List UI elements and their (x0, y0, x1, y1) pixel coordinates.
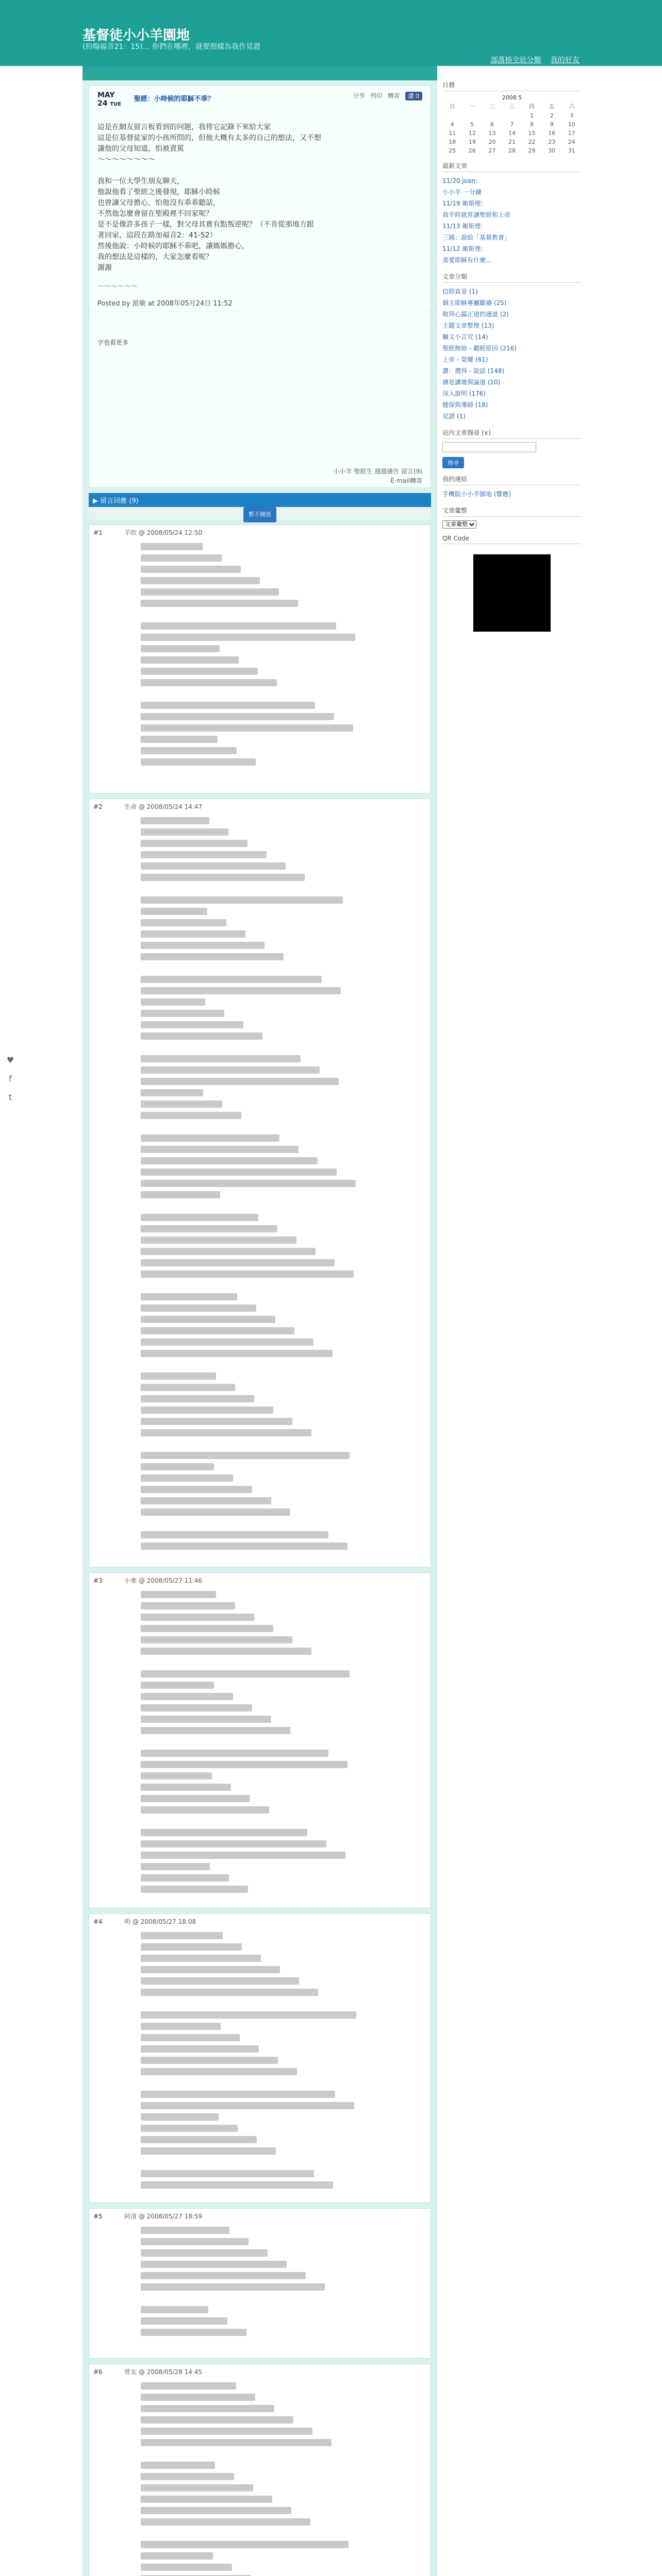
reply-text-line (141, 1384, 235, 1391)
reply-text-line (141, 1636, 292, 1643)
reply-text-line (141, 2541, 349, 2548)
category-item[interactable]: 深入說明 (176) (442, 390, 486, 397)
reply-text-line (141, 645, 220, 652)
category-item[interactable]: 健保與導師 (18) (442, 401, 488, 409)
reply-text-line (141, 840, 247, 847)
post-footer: 〜〜〜〜〜〜 Posted by 派敏 at 2008年05月24日 11:52 (97, 281, 422, 312)
categories-widget: 文章分類 信仰真是 (1) 個主耶穌專屬聽禱 (25) 敬拜心露正道的通道 (2) 主題文章整理 (13) 曠文小言究 (14) 聖經無始 - 聽經原因 (216) 上帝 - 榮耀 (61) 讚：禮拜 - 說話 (148) 禱是講壇與論道 (10) 深入說明 (176) 健保與導師 (18) 見證 (1) (442, 272, 582, 422)
reply-text-line (141, 930, 245, 938)
reply-text-line (141, 1497, 271, 1504)
reply-text-line (141, 1727, 290, 1734)
reply-text-line (141, 1693, 233, 1700)
reply-text-line (141, 1293, 237, 1300)
calendar[interactable]: 日 一 二 三 四 五 六 1 2 3 4 5 6 7 8 9 10 11 12 13 14 15 16 17 18 19 20 21 22 23 24 25 26 27 28 29 30 31 (449, 103, 575, 154)
post-card (89, 86, 431, 488)
reply-text-line (141, 1134, 279, 1142)
search-input[interactable] (442, 442, 536, 452)
category-item[interactable]: 主題文章整理 (13) (442, 322, 494, 329)
twitter-icon[interactable]: t (8, 1092, 12, 1102)
share-icon[interactable]: ♥ (6, 1055, 14, 1065)
reply-text-line (141, 2306, 208, 2313)
reply-text-line (141, 1180, 356, 1187)
category-item[interactable]: 個主耶穌專屬聽禱 (25) (442, 299, 507, 307)
reply-text-line (141, 1784, 231, 1791)
reply-text-line (141, 1943, 242, 1951)
reply-text-line (141, 622, 336, 630)
reply-text-line (141, 2181, 333, 2189)
reply-text-line (141, 896, 343, 904)
reply-text-line (141, 1648, 311, 1655)
reply-text-line (141, 1225, 277, 1232)
reply-text-line (141, 1429, 311, 1436)
latest-item[interactable]: 11/19 衛斯理： (442, 200, 487, 207)
reply-text-line (141, 2057, 278, 2064)
reply-text-line (141, 1932, 223, 1939)
latest-item[interactable]: 喜愛耶穌有什麼... (442, 257, 492, 264)
reply-text-line (141, 2125, 238, 2132)
reply-text-line (141, 1338, 313, 1346)
category-item[interactable]: 曠文小言究 (14) (442, 333, 488, 341)
floating-share-bar (0, 1051, 21, 1107)
reply-text-line (141, 2518, 310, 2526)
reply-text-line (141, 1089, 203, 1096)
reply-text-line (141, 554, 222, 562)
reply-text-line (141, 2023, 221, 2030)
reply-text-line (141, 702, 315, 709)
reply-text-line (141, 862, 286, 870)
reply-text-line (141, 1614, 254, 1621)
latest-item[interactable]: 11/20 joan： (442, 177, 482, 184)
site-subtitle: (約翰福音21：15)… 你們在哪裡，就要照樣為我作見證 (82, 43, 261, 51)
category-item[interactable]: 敬拜心露正道的通道 (2) (442, 311, 509, 318)
search-button[interactable]: 搜尋 (442, 457, 464, 468)
reply-text-line (141, 1168, 337, 1176)
category-item[interactable]: 禱是講壇與論道 (10) (442, 379, 501, 386)
reply-text-line (141, 1304, 256, 1312)
reply-text-line (141, 1452, 350, 1459)
reply-text-line (141, 2462, 215, 2469)
reply-text-line (141, 1021, 243, 1028)
reply-text-line (141, 2102, 354, 2109)
links-widget: 我的連結 手機版小小羊園地 (響應) (442, 474, 582, 500)
reply-text-line (141, 1863, 210, 1870)
latest-widget: 最新文章 11/20 joan： 小小羊 一分鐘 11/19 衛斯理： 我平時就常讀聖經和上帝 11/13 衛斯理： 三國：說給「基督教會」 11/12 衛斯理： 喜愛耶穌有什麼... (442, 161, 582, 266)
reply-text-line (141, 953, 284, 960)
category-item[interactable]: 上帝 - 榮耀 (61) (442, 356, 488, 363)
reply-item: #6 曾友 @ 2008/05/28 14:45 (89, 2364, 431, 2576)
latest-item[interactable]: 三國：說給「基督教會」 (442, 234, 511, 241)
reply-item: #1 羊欣 @ 2008/05/24 12:50 (89, 524, 431, 793)
site-header (0, 0, 662, 66)
reply-text-line (141, 1157, 318, 1164)
reply-text-line (141, 817, 209, 824)
reply-text-line (141, 2416, 293, 2424)
category-item[interactable]: 讚：禮拜 - 說話 (148) (442, 367, 505, 375)
latest-item[interactable]: 11/13 衛斯理： (442, 223, 487, 230)
reply-text-line (141, 2147, 276, 2155)
reply-text-line (141, 2564, 232, 2571)
sidebar (442, 80, 582, 2576)
category-item[interactable]: 信仰真是 (1) (442, 288, 478, 295)
post-meta: 小小羊 聖經生 週週禱告 留言(9) E-mail轉寄 (333, 468, 422, 484)
reply-text-line (141, 668, 258, 675)
reply-text-line (141, 998, 205, 1006)
reply-item: #5 阿清 @ 2008/05/27 18:59 (89, 2208, 431, 2359)
comments-header: ▶ 留言回應 (9) (89, 493, 431, 507)
print-button[interactable]: 列印 (370, 92, 383, 99)
latest-item[interactable]: 我平時就常讀聖經和上帝 (442, 211, 511, 218)
archive-select[interactable] (442, 520, 476, 529)
reply-text-line (141, 2507, 291, 2514)
reply-text-line (141, 600, 298, 607)
category-item[interactable]: 聖經無始 - 聽經原因 (216) (442, 345, 517, 352)
reply-text-line (141, 2473, 234, 2480)
reply-text-line (141, 2011, 356, 2019)
reply-item: #4 明 @ 2008/05/27 18:08 (89, 1913, 431, 2203)
reply-text-line (141, 1214, 258, 1221)
reply-text-line (141, 1966, 280, 1973)
reply-text-line (141, 566, 241, 573)
reply-text-line (141, 1418, 292, 1425)
post-title[interactable]: 聖經：小時候的耶穌不乖？ (134, 95, 214, 103)
reply-text-line (141, 1112, 241, 1119)
reply-text-line (141, 2394, 255, 2401)
reply-text-line (141, 1829, 307, 1836)
reply-text-line (141, 1955, 261, 1962)
reply-text-line (141, 1032, 262, 1040)
reply-text-line (141, 2261, 287, 2268)
reply-text-line (141, 1886, 248, 1893)
top-links (484, 55, 580, 65)
reply-text-line (141, 2113, 219, 2121)
top-link-friends[interactable]: 我的好友 (551, 56, 580, 64)
reply-text-line (141, 1078, 339, 1085)
reply-text-line (141, 2283, 325, 2291)
reply-text-line (141, 758, 256, 766)
reply-text-line (141, 919, 226, 926)
reply-text-line (141, 1806, 269, 1814)
main-column (82, 80, 437, 2576)
category-item[interactable]: 見證 (1) (442, 413, 466, 420)
reply-text-line (141, 2428, 312, 2435)
reply-text-line (141, 1682, 214, 1689)
search-widget: 站內文章搜尋 (∨) 搜尋 (442, 428, 582, 468)
reply-text-line (141, 828, 228, 836)
reply-text-line (141, 2227, 229, 2234)
reply-text-line (141, 1874, 229, 1882)
reply-text-line (141, 1989, 318, 1996)
reply-text-line (141, 942, 264, 949)
reply-text-line (141, 874, 305, 881)
reply-text-line (141, 1395, 254, 1402)
reply-text-line (141, 1010, 224, 1017)
reply-text-line (141, 713, 334, 720)
reply-text-line (141, 747, 237, 754)
reply-text-line (141, 908, 207, 915)
reply-text-line (141, 1327, 294, 1334)
reply-item: #3 小麥 @ 2008/05/27 11:46 (89, 1572, 431, 1908)
reply-text-line (141, 2405, 274, 2412)
posted-by: Posted by 派敏 at 2008年05月24日 11:52 (97, 300, 233, 308)
reply-text-line (141, 987, 341, 994)
reply-text-line (141, 2034, 240, 2041)
qr-code (473, 554, 551, 632)
reply-text-line (141, 1316, 275, 1323)
reply-text-line (141, 2552, 213, 2560)
reply-text-line (141, 543, 203, 550)
reply-text-line (141, 1236, 296, 1244)
reply-text-line (141, 736, 218, 743)
reply-text-line (141, 2439, 332, 2446)
reply-text-line (141, 1852, 345, 1859)
reply-text-line (141, 1670, 350, 1677)
reply-text-line (141, 2484, 253, 2492)
reply-text-line (141, 1259, 335, 1266)
reply-text-line (141, 1463, 214, 1470)
reply-text-line (141, 2170, 314, 2177)
archive-widget: 文章彙整 文章彙整 (442, 506, 582, 529)
reply-text-line (141, 1795, 250, 1802)
reply-text-line (141, 1716, 271, 1723)
reply-text-line (141, 1977, 299, 1985)
reply-text-line (141, 1840, 326, 1848)
reply-text-line (141, 1750, 328, 1757)
reply-text-line (141, 1066, 320, 1074)
reply-text-line (141, 1372, 216, 1380)
reply-item: #2 生命 @ 2008/05/24 14:47 (89, 799, 431, 1567)
reply-text-line (141, 1704, 252, 1711)
like-button[interactable]: 讚 0 (405, 92, 423, 100)
reply-text-line (141, 724, 353, 732)
reply-text-line (141, 2317, 227, 2325)
reply-text-line (141, 2091, 335, 2098)
latest-item[interactable]: 小小羊 一分鐘 (442, 189, 482, 196)
reply-text-line (141, 2068, 297, 2075)
qr-widget: QR Code (442, 535, 582, 632)
reply-text-line (141, 1486, 252, 1493)
reply-text-line (141, 634, 355, 641)
reply-text-line (141, 2238, 249, 2245)
forward-button[interactable]: 轉寄 (387, 92, 400, 99)
reply-text-line (141, 1602, 235, 1609)
reply-text-line (141, 1406, 273, 1414)
reply-text-line (141, 851, 267, 858)
reply-text-line (141, 2329, 246, 2336)
related-box: 字也看更多 (97, 339, 129, 346)
reply-text-line (141, 679, 277, 686)
reply-text-line (141, 1625, 273, 1632)
reply-text-line (141, 577, 260, 584)
reply-text-line (141, 1761, 347, 1768)
reply-text-line (141, 1772, 212, 1780)
reply-text-line (141, 1146, 299, 1153)
top-link-categories[interactable]: 部落格全站分類 (490, 56, 541, 64)
reply-text-line (141, 1509, 290, 1516)
reply-text-line (141, 2136, 257, 2143)
post-date: MAY 24 TUE (97, 91, 122, 108)
reply-text-line (141, 1100, 222, 1108)
reply-text-line (141, 588, 279, 596)
reply-text-line (141, 2496, 272, 2503)
nav-bar (82, 66, 437, 80)
reply-text-line (141, 1191, 220, 1198)
facebook-icon[interactable]: f (9, 1074, 12, 1083)
reply-text-line (141, 2045, 259, 2053)
reply-text-line (141, 976, 322, 983)
reply-text-line (141, 656, 239, 664)
post-tools (350, 91, 422, 100)
calendar-widget: 日曆 2008 5 日 一 二 三 四 五 六 1 2 3 4 5 6 7 8 9 10 11 12 13 14 15 16 17 18 19 20 21 22 23 24 25 26 27 28 29 30 31 (442, 80, 582, 155)
reply-text-line (141, 1270, 354, 1278)
site-title[interactable]: 基督徒小小羊園地 (82, 28, 190, 43)
post-body: 這是在網友留言板看到的问题，我将它記錄下來給大家 這是位基督徒家的小孩所問的，但他大概有太多的自己的想法，又不想 讓他的父母知道，怕被責罵 〜〜〜〜〜〜〜〜 我和一位大學生朋友聊天， 他說他看了聖經之後發現，耶穌小時候 也曾讓父母擔心，怕他沒有乖乖聽話， 不然他怎麼會留在聖殿裡不回家呢？ 是不是像許多孩子一樣，對父母其實有點叛逆呢？（不肯從那地方跟 著回家，這段在路加福音2：41-52） 然後他說：小時候的耶穌不乖吧，讓媽媽擔心， 我的想法是這樣的，大家怎麼看呢？ 謝謝 (97, 123, 321, 272)
comments-sub: 暫不開放 (89, 507, 431, 519)
reply-text-line (141, 1248, 316, 1255)
reply-text-line (141, 1531, 328, 1538)
reply-text-line (141, 2382, 236, 2389)
latest-item[interactable]: 11/12 衛斯理： (442, 245, 487, 252)
share-button[interactable]: 分享 (352, 92, 365, 99)
reply-text-line (141, 1591, 216, 1598)
reply-text-line (141, 1543, 347, 1550)
reply-text-line (141, 1475, 233, 1482)
reply-text-line (141, 1350, 333, 1357)
reply-text-line (141, 2272, 306, 2279)
reply-text-line (141, 2249, 268, 2257)
reply-text-line (141, 1055, 301, 1062)
